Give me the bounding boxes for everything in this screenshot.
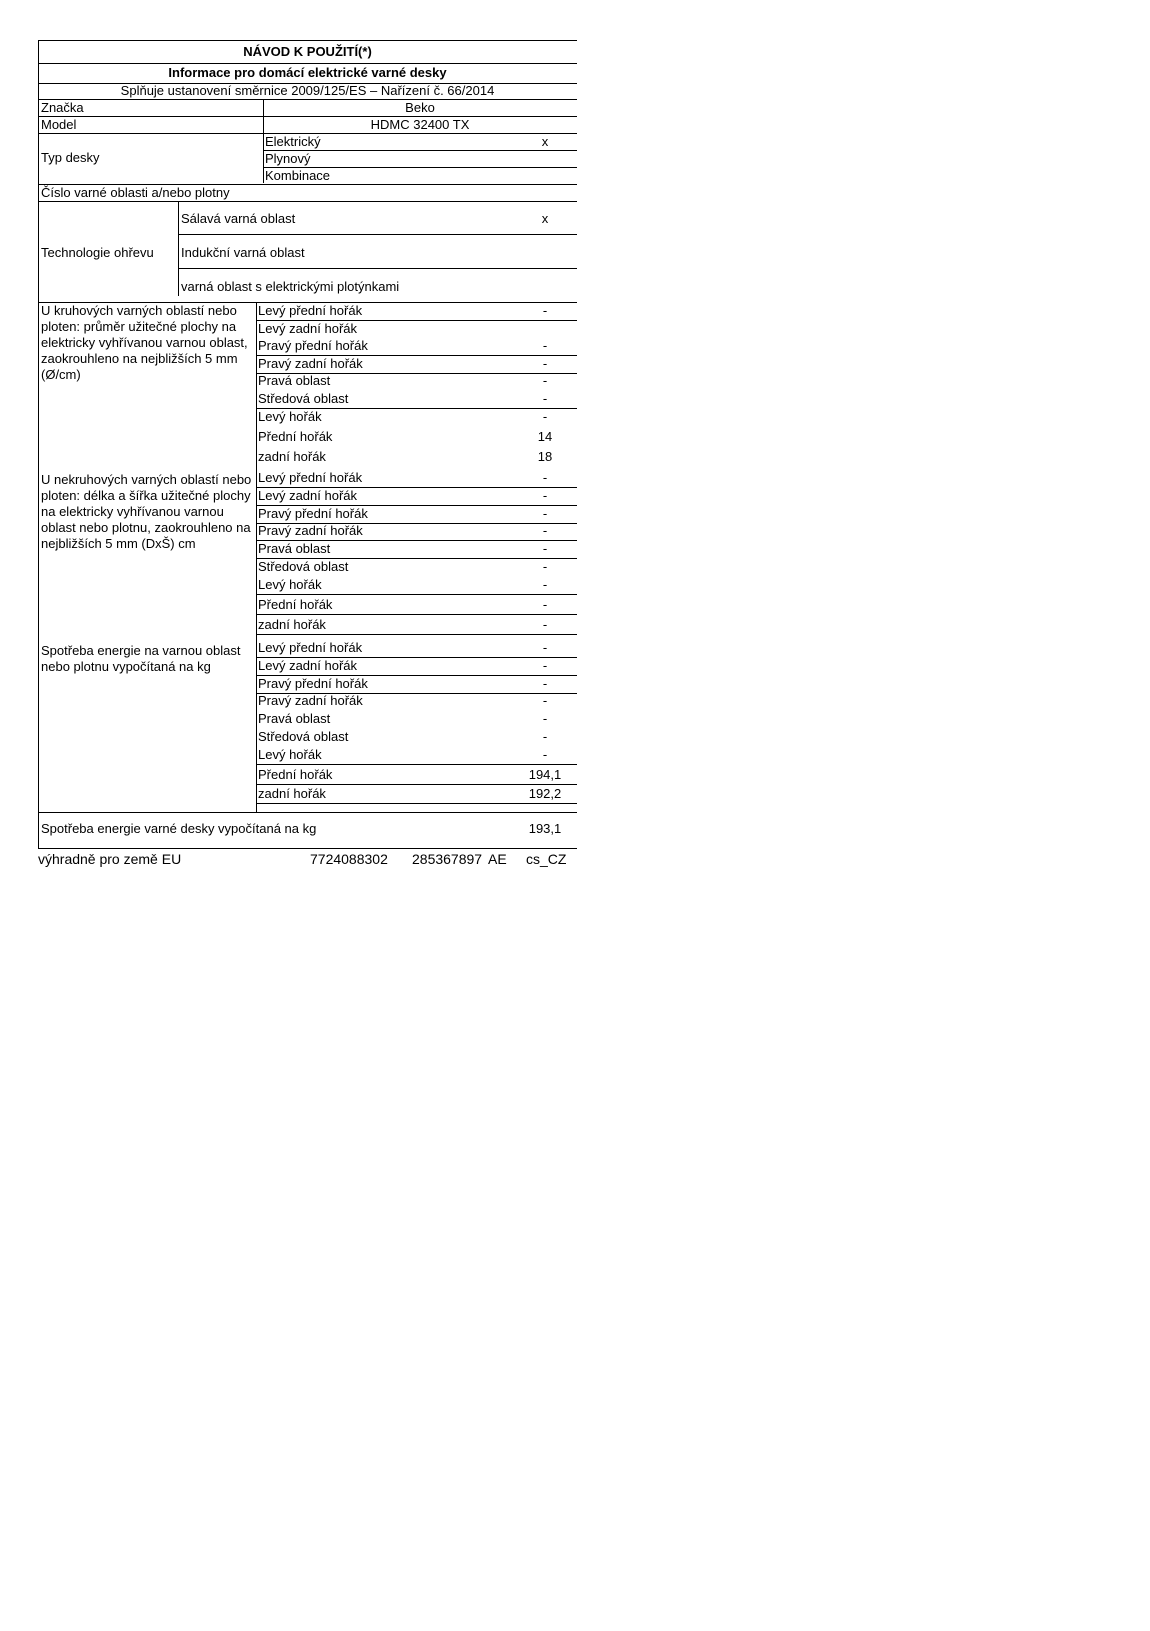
- hob-type-option: Plynový: [265, 151, 311, 166]
- doc-code: 7724088302: [310, 851, 388, 867]
- row-label: Levý hořák: [258, 577, 322, 592]
- page-title: NÁVOD K POUŽITÍ(*): [243, 44, 372, 59]
- heating-tech-option: Sálavá varná oblast: [181, 211, 296, 226]
- brand-value: Beko: [405, 100, 435, 115]
- divider: [38, 848, 577, 849]
- row-value: -: [542, 506, 548, 521]
- row-label: Středová oblast: [258, 559, 349, 574]
- doc-code: 285367897: [412, 851, 483, 867]
- hob-type-label: Typ desky: [41, 150, 100, 165]
- divider: [256, 764, 577, 765]
- row-value: -: [542, 729, 548, 744]
- energy-hob-value: 193,1: [528, 821, 562, 836]
- row-label: Pravý zadní hořák: [258, 523, 363, 538]
- row-value: -: [542, 488, 548, 503]
- row-value: 192,2: [528, 786, 562, 801]
- column-divider: [263, 99, 264, 183]
- zone-count-label: Číslo varné oblasti a/nebo plotny: [41, 185, 230, 200]
- row-label: Přední hořák: [258, 429, 333, 444]
- divider: [178, 234, 577, 235]
- row-label: Levý zadní hořák: [258, 488, 358, 503]
- row-label: Pravý přední hořák: [258, 506, 368, 521]
- compliance-text: Splňuje ustanovení směrnice 2009/125/ES – Nařízení č. 66/2014: [120, 83, 495, 98]
- row-value: -: [542, 597, 548, 612]
- divider: [256, 634, 577, 635]
- row-value: -: [542, 577, 548, 592]
- noncircular-label: U nekruhových varných oblastí nebo ploten: délka a šířka užitečné plochy na elektricky vyhřívanou varnou oblast nebo plotnu, zaokrouhleno na nejbližších 5 mm (DxŠ) cm: [41, 472, 252, 551]
- energy-zone-label: Spotřeba energie na varnou oblast nebo plotnu vypočítaná na kg: [41, 643, 241, 674]
- row-value: -: [542, 676, 548, 691]
- row-value: -: [542, 356, 548, 371]
- divider: [256, 784, 577, 785]
- heating-tech-label: Technologie ohřevu: [41, 245, 154, 260]
- row-label: Středová oblast: [258, 391, 349, 406]
- heating-tech-check: x: [541, 211, 549, 226]
- row-value: -: [542, 640, 548, 655]
- row-label: Přední hořák: [258, 767, 333, 782]
- column-divider: [178, 201, 179, 296]
- row-label: Levý přední hořák: [258, 640, 363, 655]
- row-value: -: [542, 711, 548, 726]
- divider: [256, 614, 577, 615]
- row-value: -: [542, 303, 548, 318]
- column-divider: [38, 812, 39, 849]
- row-label: Pravý přední hořák: [258, 338, 368, 353]
- divider: [178, 268, 577, 269]
- locale-code: cs_CZ: [526, 851, 567, 867]
- row-value: -: [542, 658, 548, 673]
- row-value: -: [542, 409, 548, 424]
- row-label: zadní hořák: [258, 786, 326, 801]
- row-label: Levý přední hořák: [258, 303, 363, 318]
- divider: [38, 63, 577, 64]
- row-value: -: [542, 373, 548, 388]
- row-label: Levý přední hořák: [258, 470, 363, 485]
- energy-hob-label: Spotřeba energie varné desky vypočítaná na kg: [41, 821, 317, 836]
- row-label: Přední hořák: [258, 597, 333, 612]
- row-value: -: [542, 617, 548, 632]
- row-value: -: [542, 470, 548, 485]
- row-value: -: [542, 559, 548, 574]
- row-label: Levý hořák: [258, 409, 322, 424]
- heating-tech-option: Indukční varná oblast: [181, 245, 305, 260]
- divider: [38, 201, 577, 202]
- row-value: -: [542, 541, 548, 556]
- row-label: Pravý zadní hořák: [258, 356, 363, 371]
- hob-type-option: Elektrický: [265, 134, 321, 149]
- row-value: -: [542, 693, 548, 708]
- row-value: 194,1: [528, 767, 562, 782]
- row-value: 18: [537, 449, 553, 464]
- row-label: Pravý zadní hořák: [258, 693, 363, 708]
- row-value: -: [542, 391, 548, 406]
- row-label: Pravá oblast: [258, 373, 331, 388]
- row-value: -: [542, 523, 548, 538]
- row-label: Pravá oblast: [258, 541, 331, 556]
- model-value: HDMC 32400 TX: [370, 117, 470, 132]
- row-value: -: [542, 747, 548, 762]
- divider: [38, 812, 577, 813]
- row-label: Pravý přední hořák: [258, 676, 368, 691]
- model-label: Model: [41, 117, 77, 132]
- row-label: Levý zadní hořák: [258, 658, 358, 673]
- brand-label: Značka: [41, 100, 84, 115]
- row-value: 14: [537, 429, 553, 444]
- hob-type-check: x: [541, 134, 549, 149]
- heating-tech-option: varná oblast s elektrickými plotýnkami: [181, 279, 400, 294]
- divider: [256, 594, 577, 595]
- circular-label: U kruhových varných oblastí nebo ploten: průměr užitečné plochy na elektricky vyhřívanou varnou oblast, zaokrouhleno na nejbližších 5 mm (Ø/cm): [41, 303, 248, 382]
- row-label: Středová oblast: [258, 729, 349, 744]
- row-label: Pravá oblast: [258, 711, 331, 726]
- divider: [256, 803, 577, 804]
- doc-code: AE: [488, 851, 507, 867]
- row-value: -: [542, 338, 548, 353]
- eu-only-text: výhradně pro země EU: [38, 851, 182, 867]
- row-label: Levý zadní hořák: [258, 321, 358, 336]
- row-label: zadní hořák: [258, 617, 326, 632]
- page-subtitle: Informace pro domácí elektrické varné desky: [168, 65, 447, 80]
- row-label: Levý hořák: [258, 747, 322, 762]
- hob-type-option: Kombinace: [265, 168, 331, 183]
- row-label: zadní hořák: [258, 449, 326, 464]
